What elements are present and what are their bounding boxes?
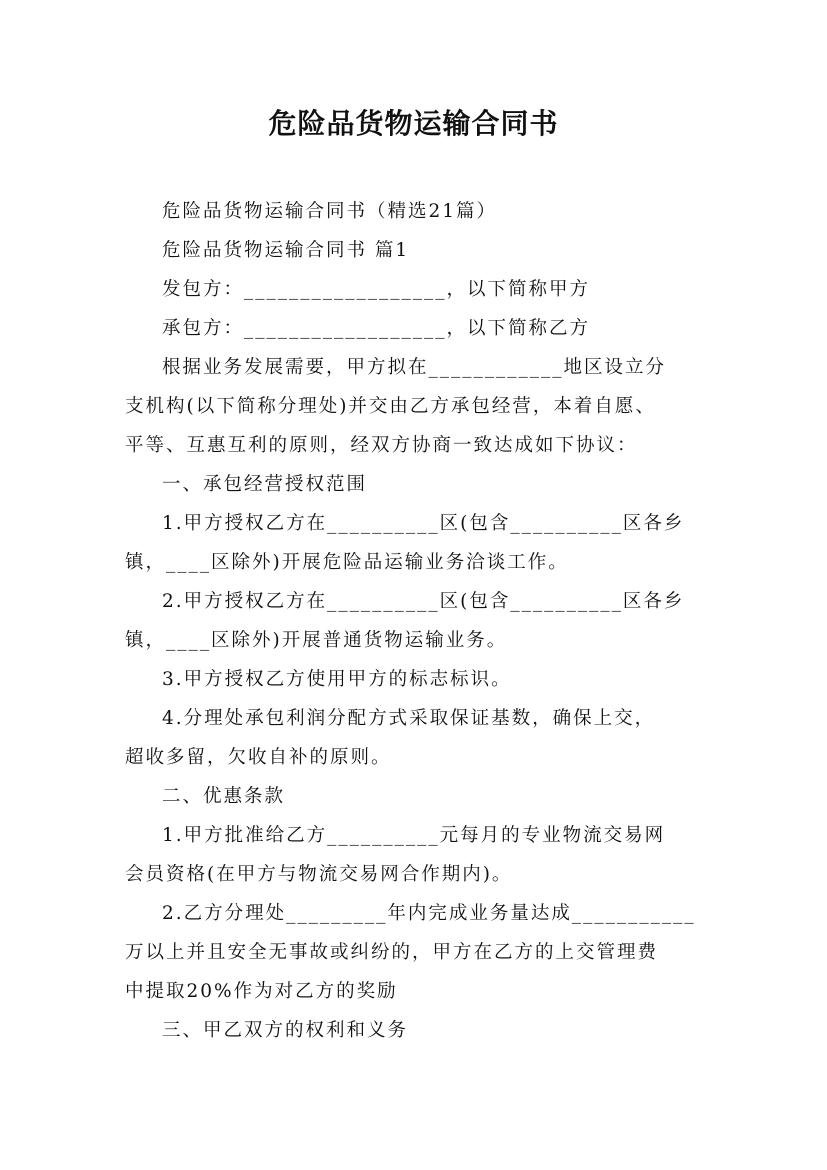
paragraph-line: 镇，____区除外)开展危险品运输业务洽谈工作。 [125,552,569,573]
paragraph-line: 根据业务发展需要，甲方拟在____________地区设立分 [162,357,667,378]
paragraph-line: 3.甲方授权乙方使用甲方的标志标识。 [162,669,512,690]
paragraph-line: 1.甲方批准给乙方__________元每月的专业物流交易网 [162,825,666,846]
document-title: 危险品货物运输合同书 [268,107,559,140]
paragraph-line: 1.甲方授权乙方在__________区(包含__________区各乡 [162,513,685,534]
paragraph-line: 4.分理处承包利润分配方式采取保证基数，确保上交， [162,708,656,729]
document-body [125,192,710,1050]
paragraph-line: 危险品货物运输合同书 篇1 [162,240,410,261]
paragraph-line: 承包方：__________________，以下简称乙方 [162,318,591,339]
paragraph-line: 发包方：__________________，以下简称甲方 [162,279,591,300]
paragraph-line: 2.乙方分理处_________年内完成业务量达成___________ [162,903,696,924]
paragraph-line: 平等、互惠互利的原则，经双方协商一致达成如下协议： [125,435,638,456]
paragraph-line: 危险品货物运输合同书（精选21篇） [162,201,498,222]
paragraph-line: 支机构(以下简称分理处)并交由乙方承包经营，本着自愿、 [125,396,656,417]
paragraph-line: 超收多留，欠收自补的原则。 [125,747,392,768]
section-heading: 一、承包经营授权范围 [162,474,368,495]
paragraph-line: 镇，____区除外)开展普通货物运输业务。 [125,630,508,651]
paragraph-line: 2.甲方授权乙方在__________区(包含__________区各乡 [162,591,685,612]
paragraph-line: 万以上并且安全无事故或纠纷的，甲方在乙方的上交管理费 [125,942,659,963]
section-heading: 三、甲乙双方的权利和义务 [162,1020,409,1041]
paragraph-line: 会员资格(在甲方与物流交易网合作期内)。 [125,864,513,885]
section-heading: 二、优惠条款 [162,786,286,807]
paragraph-line: 中提取20%作为对乙方的奖励 [125,981,398,1002]
